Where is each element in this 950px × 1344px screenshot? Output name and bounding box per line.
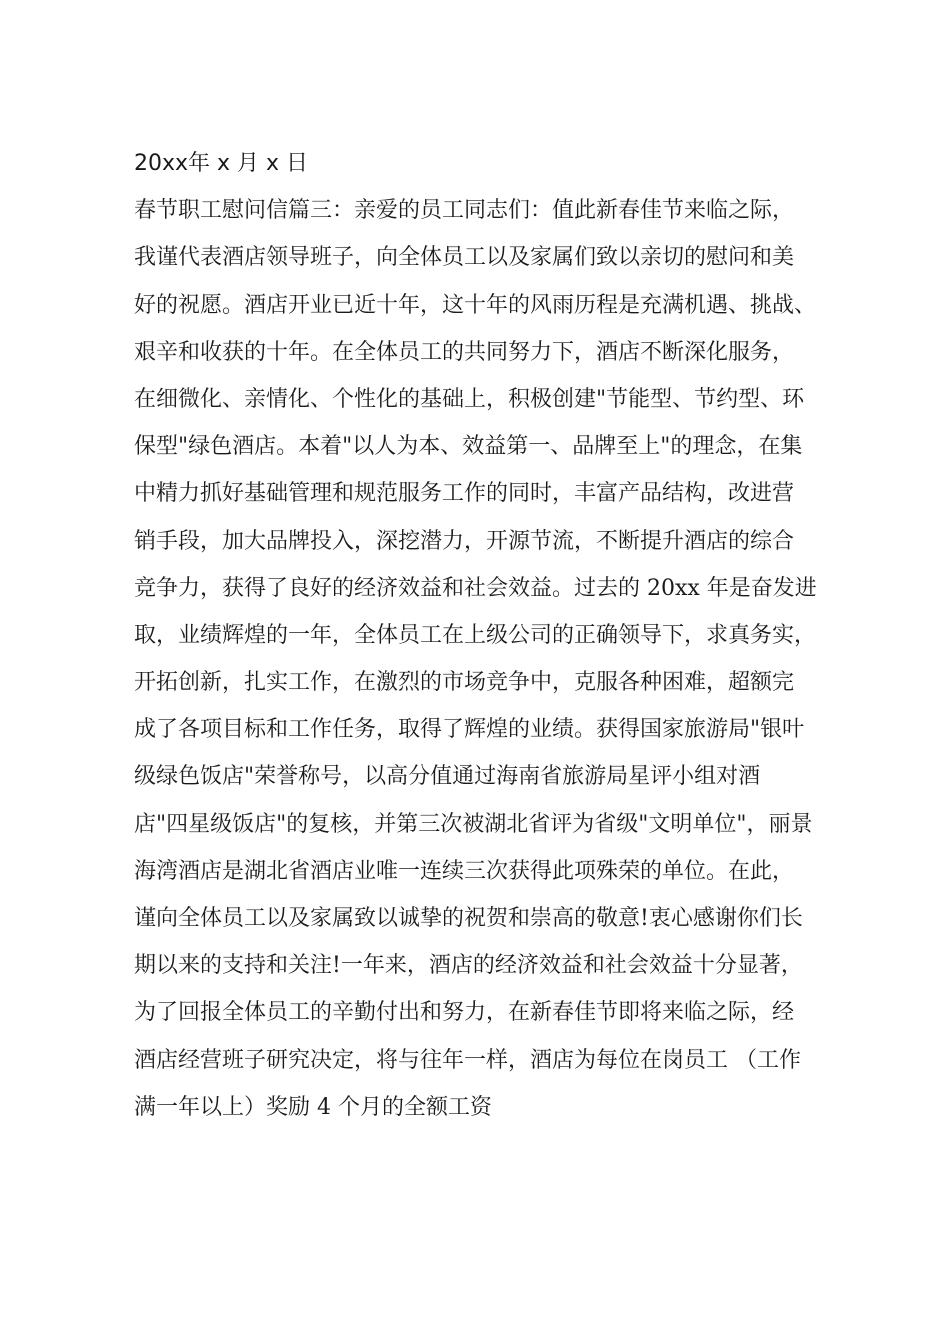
body-line: 成了各项目标和工作任务，取得了辉煌的业绩。获得国家旅游局"银叶 [134,717,805,743]
body-line: 春节职工慰问信篇三：亲爱的员工同志们：值此新春佳节来临之际， [134,198,795,224]
body-line: 保型"绿色酒店。本着"以人为本、效益第一、品牌至上"的理念，在集 [134,434,803,460]
body-line: 开拓创新，扎实工作，在激烈的市场竞争中，克服各种困难，超额完 [134,670,795,696]
body-line: 我谨代表酒店领导班子，向全体员工以及家属们致以亲切的慰问和美 [134,245,795,271]
body-line: 谨向全体员工以及家属致以诚挚的祝贺和崇高的敬意!衷心感谢你们长 [134,906,803,931]
body-line: 满一年以上）奖励 4 个月的全额工资 [134,1094,492,1120]
body-line: 海湾酒店是湖北省酒店业唯一连续三次获得此项殊荣的单位。在此， [134,858,795,884]
body-line: 店"四星级饭店"的复核，并第三次被湖北省评为省级"文明单位"，丽景 [134,811,813,837]
body-line: 艰辛和收获的十年。在全体员工的共同努力下，酒店不断深化服务， [134,339,795,365]
letter-body [134,140,844,1131]
body-line: 为了回报全体员工的辛勤付出和努力，在新春佳节即将来临之际，经 [134,1000,795,1026]
body-line: 期以来的支持和关注!一年来，酒店的经济效益和社会效益十分显著， [134,953,803,979]
body-line: 级绿色饭店"荣誉称号，以高分值通过海南省旅游局星评小组对酒 [134,764,761,790]
body-line: 竞争力，获得了良好的经济效益和社会效益。过去的 20xx 年是奋发进 [134,575,817,601]
body-line: 酒店经营班子研究决定，将与往年一样，酒店为每位在岗员工 （工作 [134,1047,801,1073]
body-line: 中精力抓好基础管理和规范服务工作的同时，丰富产品结构，改进营 [134,481,795,507]
letter-date: 20xx年 x 月 x 日 [134,151,309,176]
body-line: 在细微化、亲情化、个性化的基础上，积极创建"节能型、节约型、环 [134,386,805,412]
body-line: 取，业绩辉煌的一年，全体员工在上级公司的正确领导下，求真务实， [134,622,817,648]
body-line: 好的祝愿。酒店开业已近十年，这十年的风雨历程是充满机遇、挑战、 [134,292,817,318]
body-line: 销手段，加大品牌投入，深挖潜力，开源节流，不断提升酒店的综合 [134,528,795,554]
